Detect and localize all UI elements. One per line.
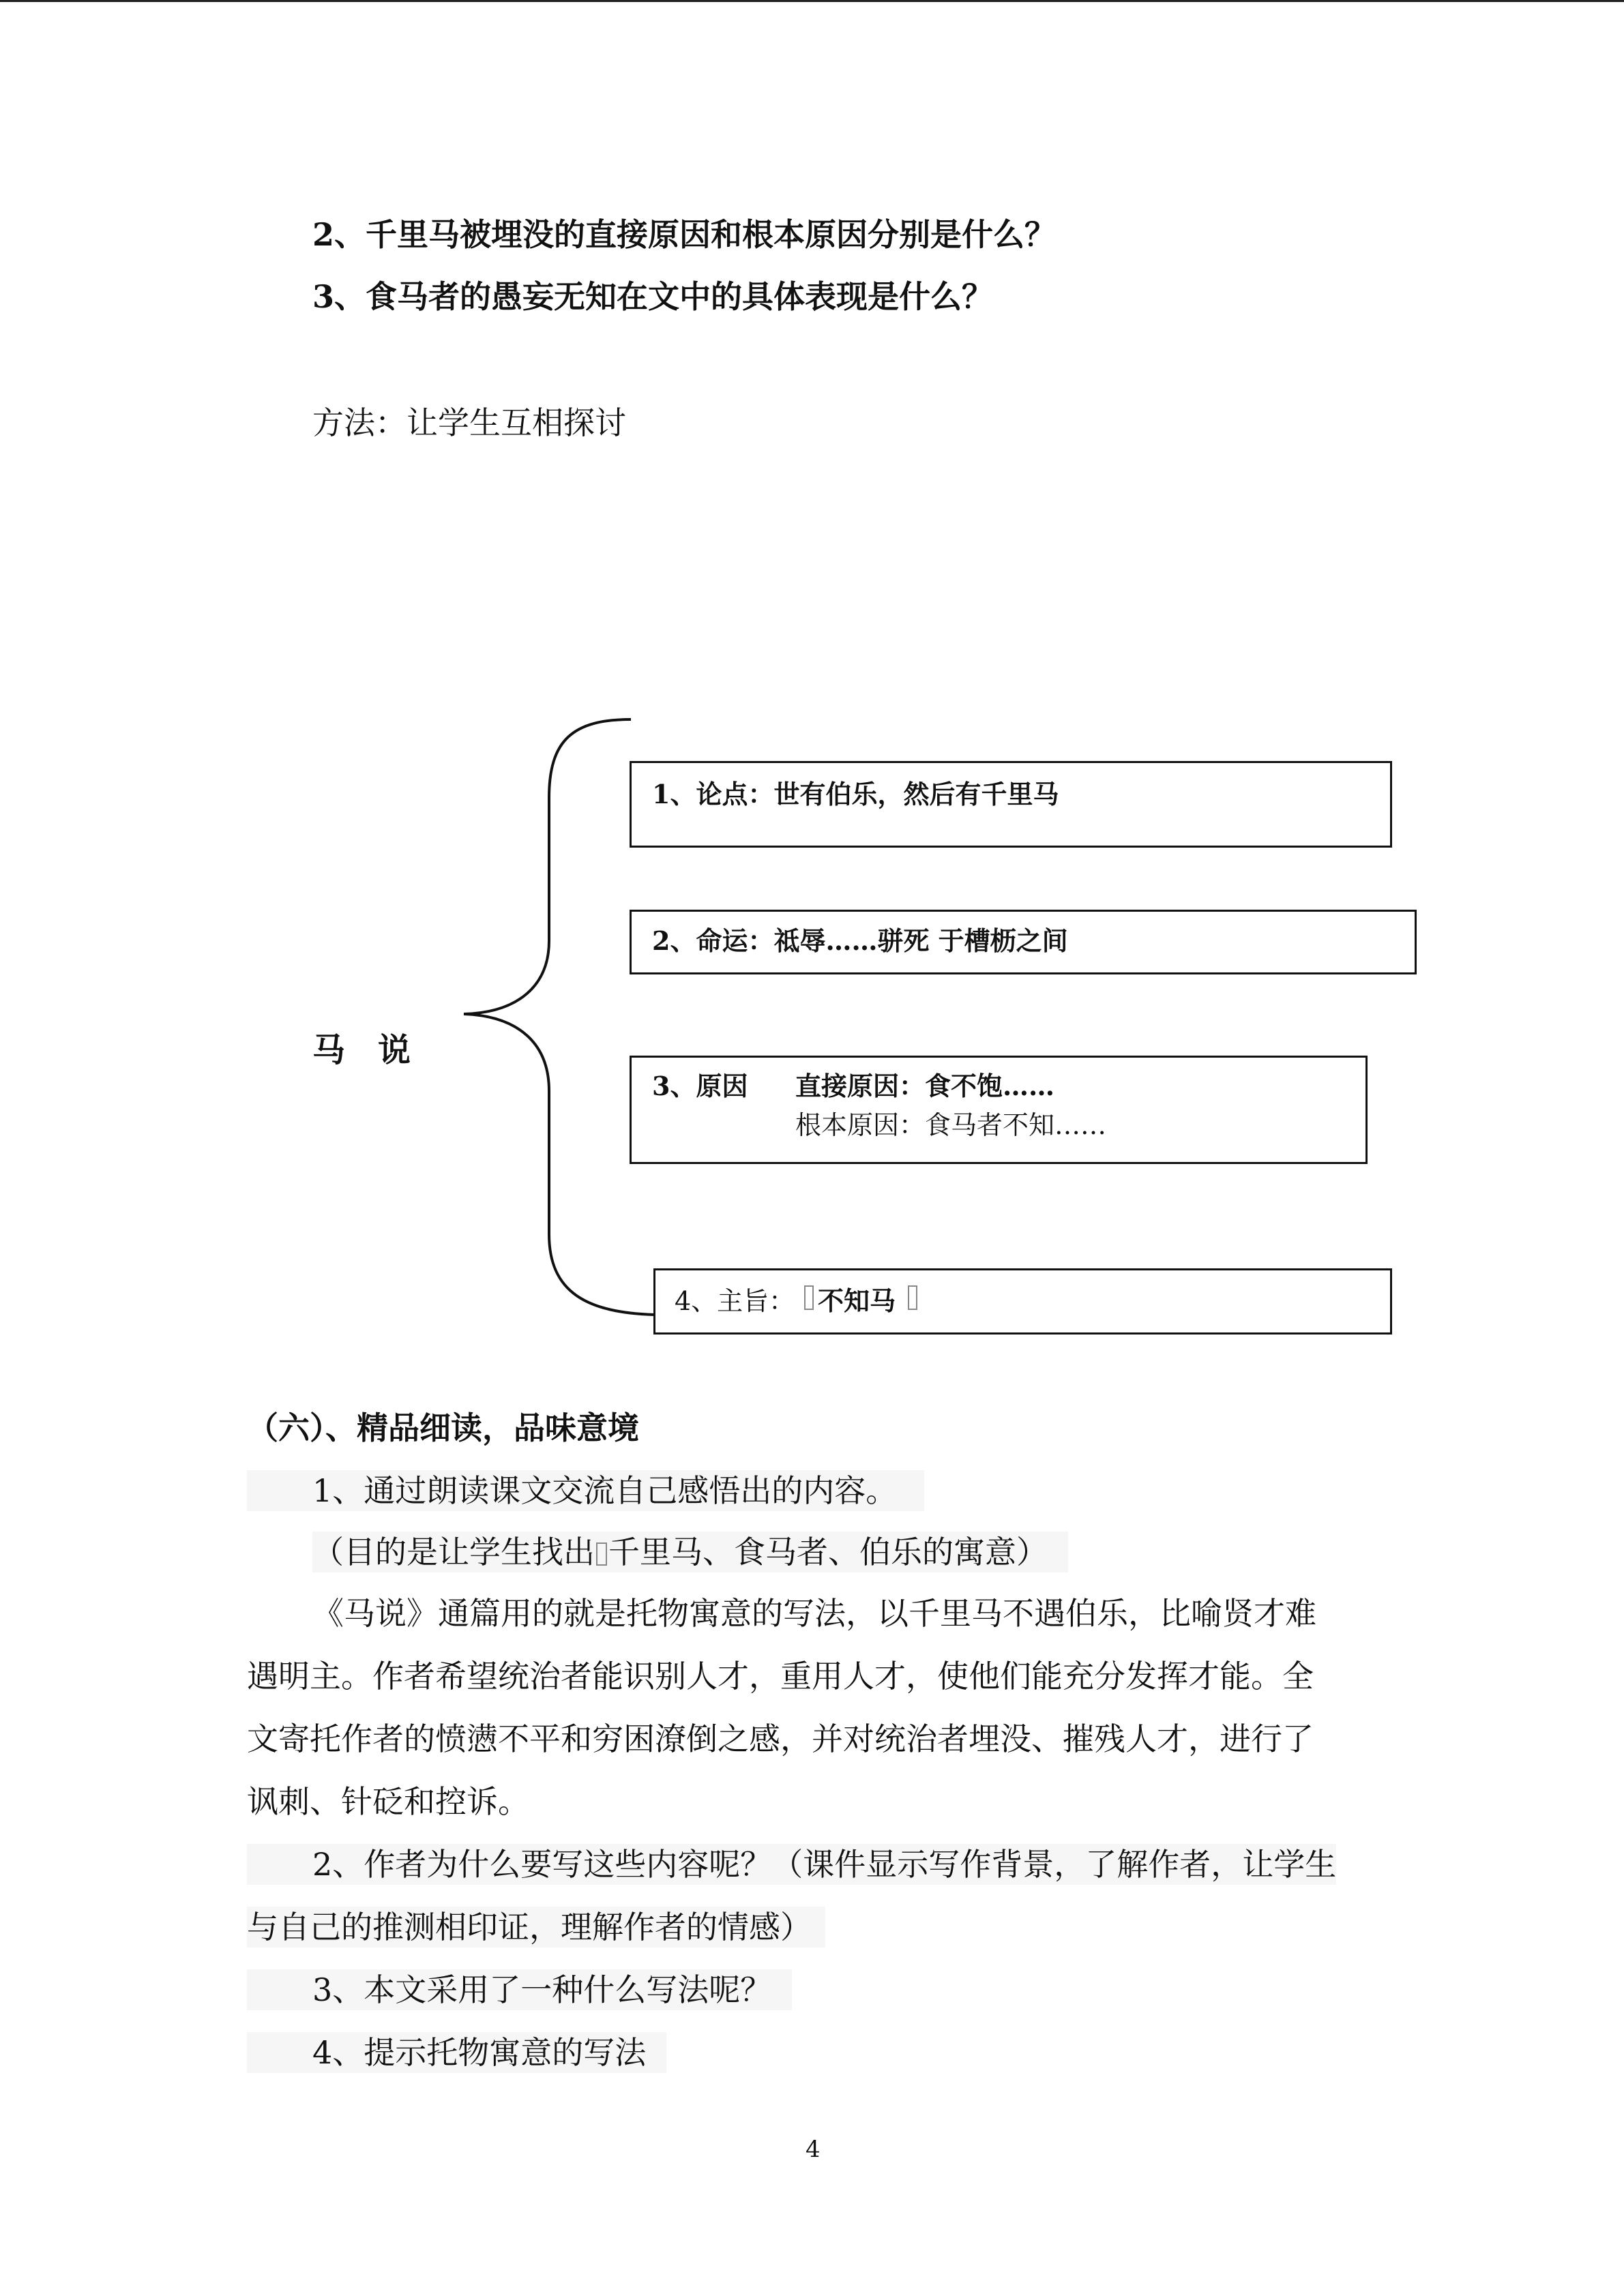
item-1-note-b: 千里马、食马者、伯乐的寓意） [608,1534,1048,1570]
diagram-box-cause [630,1056,1368,1164]
question-2: 2、千里马被埋没的直接原因和根本原因分别是什么？ [312,216,1057,253]
question-3: 3、食马者的愚妄无知在文中的具体表现是什么？ [312,278,994,315]
para-line-3: 文寄托作者的愤懑不平和穷困潦倒之感，并对统治者埋没、摧残人才，进行了 [247,1720,1314,1757]
method-text: 方法：让学生互相探讨 [312,404,626,441]
box-fate-text: 2、命运：祗辱……骈死 于槽枥之间 [652,925,1068,956]
box-cause-label: 3、原因 [652,1071,748,1101]
para-line-2: 遇明主。作者希望统治者能识别人才，重用人才，使他们能充分发挥才能。全 [247,1658,1314,1695]
diagram-box-fate [630,910,1417,974]
section-6-item-1: 1、通过朗读课文交流自己感悟出的内容。 [247,1470,924,1511]
para-line-4: 讽刺、针砭和控诉。 [247,1783,529,1820]
missing-glyph-icon [804,1285,814,1310]
missing-glyph-icon [596,1542,607,1566]
section-6-item-1-note [312,1532,1068,1572]
section-6-heading: （六）、精品细读，品味意境 [247,1410,639,1446]
missing-glyph-icon [908,1285,917,1310]
section-6-item-2-line-1: 2、作者为什么要写这些内容呢？（课件显示写作背景，了解作者，让学生 [247,1844,1336,1885]
diagram-box-theme [653,1268,1392,1335]
section-6-item-2-line-2: 与自己的推测相印证，理解作者的情感） [247,1907,825,1948]
box-cause-root: 根本原因：食马者不知…… [795,1110,1107,1140]
para-line-1: 《马说》通篇用的就是托物寓意的写法，以千里马不遇伯乐，比喻贤才难 [312,1595,1316,1632]
box-thesis-text: 1、论点：世有伯乐，然后有千里马 [652,779,1059,809]
diagram-box-thesis [630,761,1392,848]
section-6-item-3: 3、本文采用了一种什么写法呢？ [247,1969,792,2010]
section-6-item-4: 4、提示托物寓意的写法 [247,2032,666,2073]
page-number: 4 [806,2136,821,2163]
box-cause-direct: 直接原因：食不饱…… [795,1071,1055,1101]
diagram-title: 马 说 [312,1031,411,1069]
item-1-note-a: （目的是让学生找出 [312,1534,595,1570]
box-theme-prefix: 4、主旨： [675,1286,795,1316]
box-theme-main: 不知马 [818,1285,896,1316]
